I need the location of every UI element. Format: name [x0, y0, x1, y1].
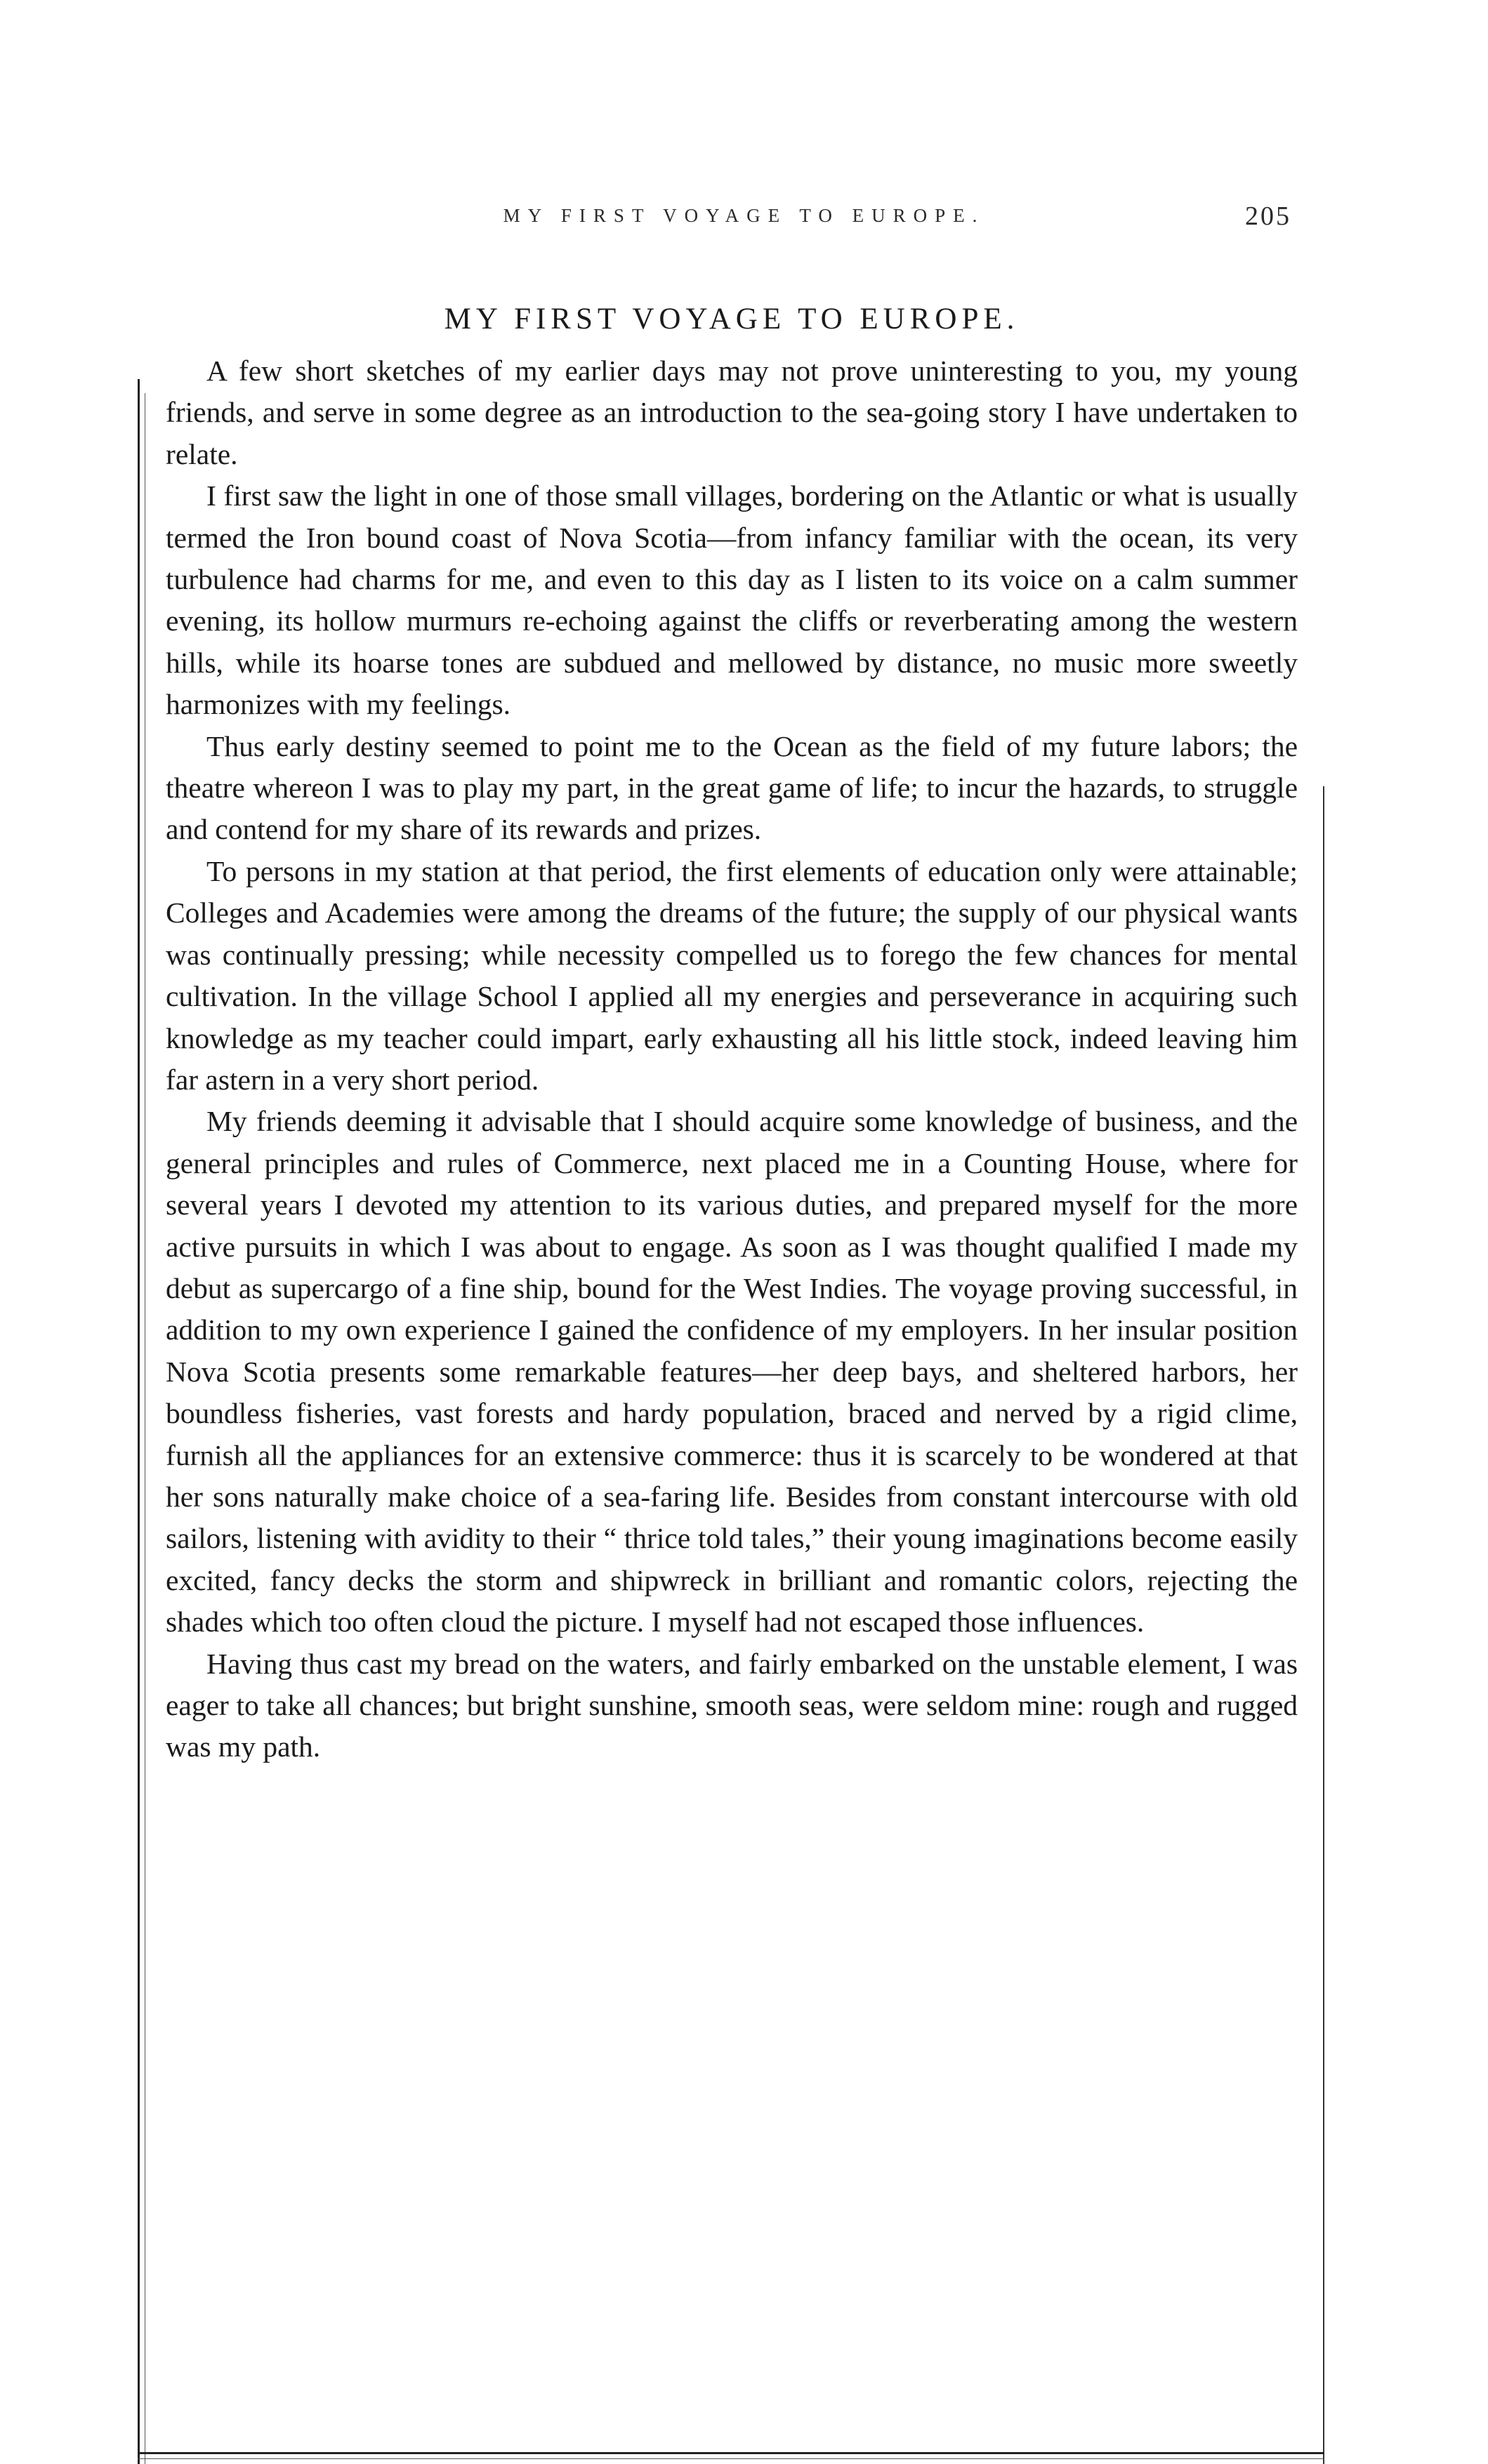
paragraph-3: Thus early destiny seemed to point me to the Ocean as the field of my future labors; the theatre whereon I was to play my part, in the great game of life; to incur the hazards, to struggle and contend for my share of its rewards and prizes.	[166, 729, 1298, 846]
paragraph-2: I first saw the light in one of those small villages, bordering on the Atlantic or what is usually termed the Iron bound coast of Nova Scotia—from infancy familiar with the ocean, its very turbulence had charms for me, and even to this day as I listen to its voice on a calm summer evening, its hollow murmurs re-echoing against the cliffs or reverberating among the western hills, while its hoarse tones are subdued and mellowed by distance, no music more sweetly harmonizes with my feelings.	[166, 479, 1298, 721]
paragraph-1: A few short sketches of my earlier days may not prove uninteresting to you, my young friends, and serve in some degree as an introduction to the sea-going story I have undertaken to relate.	[166, 355, 1298, 470]
right-margin-rule	[1323, 786, 1324, 2464]
paragraph-4: To persons in my station at that period, the first elements of education only were attainable; Colleges and Academies were among the dreams of the future; the supply of our physical wants was continually pressing; while necessity compelled us to forego the few chances for mental cultivation. In the village School I applied all my energies and perseverance in acquiring such knowledge as my teacher could impart, early exhausting all his little stock, indeed leaving him far astern in a very short period.	[166, 854, 1298, 1096]
bottom-rule	[138, 2452, 1324, 2454]
running-head-title: MY FIRST VOYAGE TO EUROPE.	[503, 205, 985, 226]
page-number: 205	[1245, 201, 1291, 231]
running-head	[169, 201, 1319, 240]
chapter-title: MY FIRST VOYAGE TO EUROPE.	[444, 303, 1020, 336]
paragraph-5: My friends deeming it advisable that I should acquire some knowledge of business, and the general principles and rules of Commerce, next placed me in a Counting House, where for several years I devoted my attention to its various duties, and prepared myself for the more active pursuits in which I was about to engage. As soon as I was thought qualified I made my debut as supercargo of a fine ship, bound for the West Indies. The voyage proving successful, in addition to my own experience I gained the confidence of my employers. In her insular position Nova Scotia presents some remarkable features—her deep bays, and sheltered harbors, her boundless fisheries, vast forests and hardy population, braced and nerved by a rigid clime, furnish all the appliances for an extensive commerce: thus it is scarcely to be wondered at that her sons naturally make choice of a sea-faring life. Besides from constant intercourse with old sailors, listening with avidity to their “ thrice told tales,” their young imaginations become easily excited, fancy decks the storm and shipwreck in brilliant and romantic colors, rejecting the shades which too often cloud the picture. I myself had not escaped those influences.	[166, 1105, 1298, 1638]
text-block	[166, 302, 1298, 1768]
bottom-rule-inner	[138, 2458, 1324, 2459]
left-margin-rule	[138, 379, 140, 2464]
paragraph-6: Having thus cast my bread on the waters, and fairly embarked on the unstable element, I was eager to take all chances; but bright sunshine, smooth seas, were seldom mine: rough and rugged was my path.	[166, 1647, 1298, 1763]
